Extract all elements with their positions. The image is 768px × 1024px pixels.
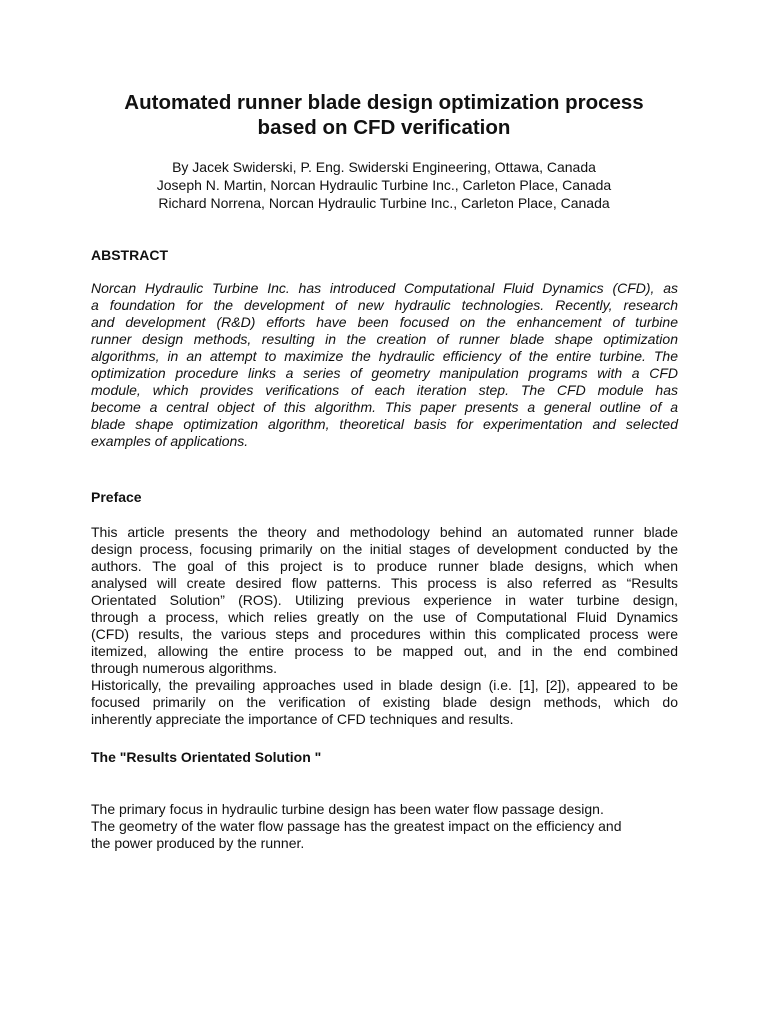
preface-line: through a process, which relies greatly on the use of Computational Fluid Dynamics: [91, 609, 678, 625]
preface-line: Historically, the prevailing approaches used in blade design (i.e. [1], [2]), appeared to be: [91, 677, 678, 693]
author-line: By Jacek Swiderski, P. Eng. Swiderski Engineering, Ottawa, Canada: [172, 159, 596, 175]
ros-line: the power produced by the runner.: [91, 835, 305, 851]
preface-line: Orientated Solution” (ROS). Utilizing previous experience in water turbine design,: [91, 592, 678, 608]
abstract-heading: ABSTRACT: [91, 247, 168, 263]
paper-title: [60, 90, 708, 140]
author-line: Joseph N. Martin, Norcan Hydraulic Turbine Inc., Carleton Place, Canada: [156, 177, 612, 193]
abstract-line: algorithms, in an attempt to maximize the hydraulic efficiency of the entire turbine. The: [91, 348, 678, 364]
preface-line: through numerous algorithms.: [91, 660, 277, 676]
abstract-line: blade shape optimization algorithm, theoretical basis for experimentation and selected: [91, 416, 678, 432]
preface-line: focused primarily on the verification of existing blade design methods, which do: [91, 694, 678, 710]
abstract-line: optimization procedure links a series of geometry manipulation programs with a CFD: [91, 365, 678, 381]
preface-heading: Preface: [91, 489, 142, 505]
abstract-paragraph: [91, 280, 678, 450]
preface-line: This article presents the theory and methodology behind an automated runner blade: [91, 524, 678, 540]
preface-line: authors. The goal of this project is to produce runner blade designs, which when: [91, 558, 678, 574]
ros-paragraph: [91, 801, 678, 852]
preface-line: design process, focusing primarily on the initial stages of development conducted by the: [91, 541, 678, 557]
preface-line: itemized, allowing the entire process to be mapped out, and in the end combined: [91, 643, 678, 659]
abstract-line: a foundation for the development of new hydraulic technologies. Recently, research: [91, 297, 678, 313]
title-line: Automated runner blade design optimization process: [124, 91, 644, 114]
abstract-line: Norcan Hydraulic Turbine Inc. has introduced Computational Fluid Dynamics (CFD), as: [91, 280, 678, 296]
ros-line: The geometry of the water flow passage has the greatest impact on the efficiency and: [91, 818, 622, 834]
abstract-line: and development (R&D) efforts have been focused on the enhancement of turbine: [91, 314, 678, 330]
ros-heading: The "Results Orientated Solution ": [91, 749, 322, 765]
preface-line: analysed will create desired flow patterns. This process is also referred as “Results: [91, 575, 678, 591]
abstract-line: module, which provides verifications of each iteration step. The CFD module has: [91, 382, 678, 398]
title-line: based on CFD verification: [257, 116, 511, 139]
preface-line: inherently appreciate the importance of CFD techniques and results.: [91, 711, 514, 727]
author-line: Richard Norrena, Norcan Hydraulic Turbine Inc., Carleton Place, Canada: [158, 195, 610, 211]
preface-paragraph: [91, 524, 678, 728]
ros-line: The primary focus in hydraulic turbine design has been water flow passage design.: [91, 801, 604, 817]
author-list: [60, 158, 708, 212]
abstract-line: become a central object of this algorithm. This paper presents a general outline of a: [91, 399, 678, 415]
abstract-line: runner design methods, resulting in the creation of runner blade shape optimization: [91, 331, 678, 347]
preface-line: (CFD) results, the various steps and procedures within this complicated process were: [91, 626, 678, 642]
abstract-line: examples of applications.: [91, 433, 249, 449]
